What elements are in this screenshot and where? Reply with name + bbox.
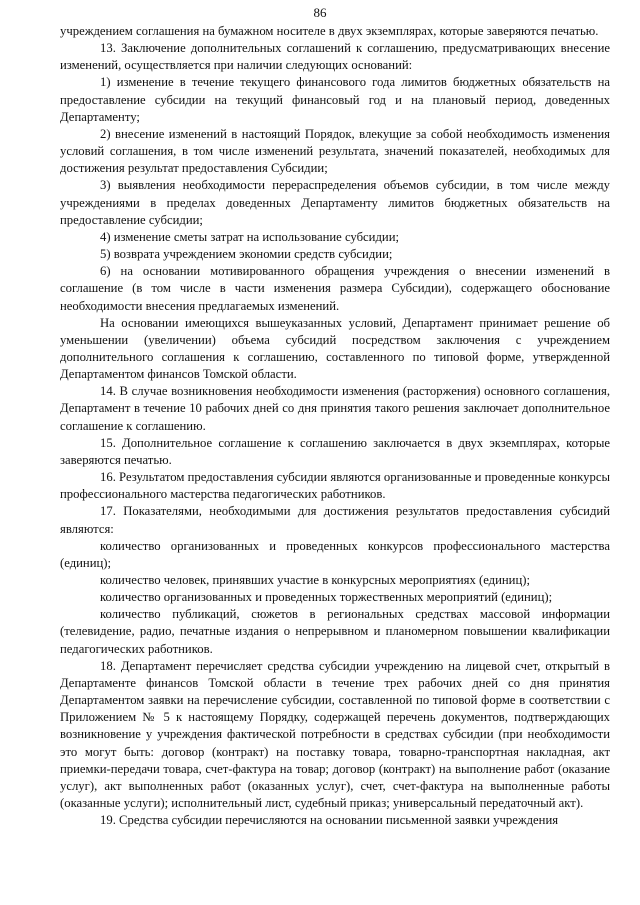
paragraph-13-item-4: 4) изменение сметы затрат на использование субсидии; <box>100 229 400 244</box>
paragraph-18: 18. Департамент перечисляет средства субсидии учреждению на лицевой счет, открытый в Департаменте финансов Томской области в течение трех рабочих дней со дня принятия Департаментом заявки на перечисление субсидии, составленной по типовой форме в соответствии с Приложением № 5 к настоящему Порядку, содержащей перечень документов, подтверждающих возникновение у учреждения фактической потребности в средствах субсидии (при необходимости это могут быть: договор (контракт) на поставку товара, товарно-транспортная накладная, акт приемки-передачи товара, счет-фактура на товар; договор (контракт) на выполнение работ (оказание услуг), акт выполненных работ (оказанных услуг), счет, счет-фактура на выполненные работы (оказанные услуги); исполнительный лист, судебный приказ; универсальный передаточный акт). <box>60 658 610 811</box>
paragraph-19: 19. Средства субсидии перечисляются на основании письменной заявки учреждения <box>100 813 559 828</box>
page-number: 86 <box>313 5 327 20</box>
paragraph-17-indicator-2: количество человек, принявших участие в конкурсных мероприятиях (единиц); <box>100 573 531 587</box>
paragraph-17-indicator-4: количество публикаций, сюжетов в региональных средствах массовой информации (телевидение, радио, печатные издания о непрерывном и планомерном повышении квалификации педагогических работников. <box>60 607 610 656</box>
paragraph-16: 16. Результатом предоставления субсидии являются организованные и проведенные конкурсы профессионального мастерства педагогических работников. <box>60 470 610 502</box>
paragraph-13-item-6: 6) на основании мотивированного обращения учреждения о внесении изменений в соглашение (в том числе в части изменения размера Субсидии), содержащего обоснование необходимости внесения предлагаемых изменений. <box>60 264 610 313</box>
paragraph-continuation: учреждением соглашения на бумажном носителе в двух экземплярах, которые заверяются печатью. <box>60 24 599 38</box>
paragraph-17-indicator-3: количество организованных и проведенных торжественных мероприятий (единиц); <box>100 590 553 605</box>
paragraph-13-item-5: 5) возврата учреждением экономии средств субсидии; <box>100 247 393 262</box>
paragraph-15: 15. Дополнительное соглашение к соглашению заключается в двух экземплярах, которые заверяются печатью. <box>60 435 610 467</box>
paragraph-13-item-1: 1) изменение в течение текущего финансового года лимитов бюджетных обязательств на предоставление субсидии на текущий финансовый год и на плановый период, доведенных Департаменту; <box>60 75 610 124</box>
paragraph-13-decision: На основании имеющихся вышеуказанных условий, Департамент принимает решение об уменьшении (увеличении) объема субсидий посредством заключения с учреждением дополнительного соглашения к соглашению, составленного по типовой форме, утвержденной Департаментом финансов Томской области. <box>60 315 610 382</box>
paragraph-14: 14. В случае возникновения необходимости изменения (расторжения) основного соглашения, Департамент в течение 10 рабочих дней со дня принятия такого решения заключает дополнительное соглашение к соглашению. <box>60 384 610 433</box>
document-body <box>60 23 610 829</box>
paragraph-17-indicator-1: количество организованных и проведенных конкурсов профессионального мастерства (единиц); <box>60 538 610 570</box>
paragraph-17: 17. Показателями, необходимыми для достижения результатов предоставления субсидий являются: <box>60 504 610 536</box>
paragraph-13-item-3: 3) выявления необходимости перераспределения объемов субсидии, в том числе между учреждениями в пределах доведенных Департаменту лимитов бюджетных обязательств на предоставление субсидии; <box>60 178 610 227</box>
paragraph-13-item-2: 2) внесение изменений в настоящий Порядок, влекущие за собой необходимость изменения условий соглашения, в том числе изменений результата, значений показателей, необходимых для достижения результат предоставления Субсидии; <box>60 126 610 176</box>
paragraph-13: 13. Заключение дополнительных соглашений к соглашению, предусматривающих внесение изменений, осуществляется при наличии следующих оснований: <box>60 41 610 73</box>
